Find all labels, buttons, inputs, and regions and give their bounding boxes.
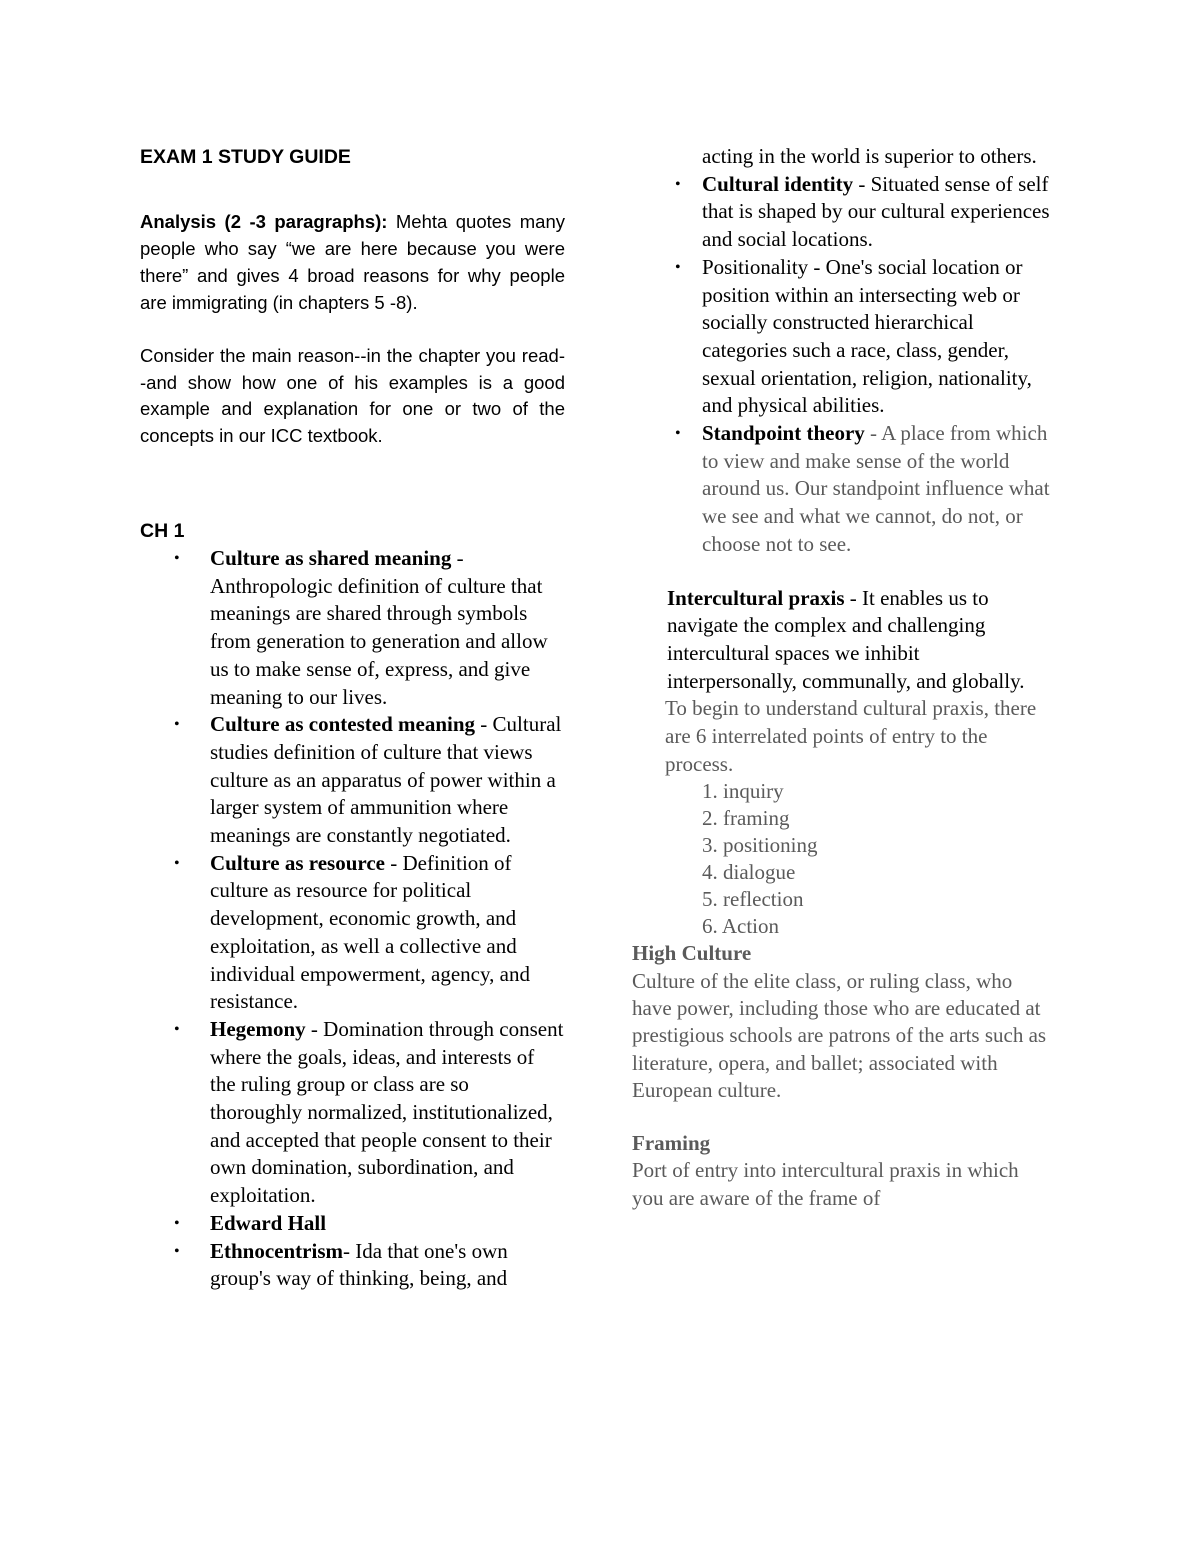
bullet-icon: • (675, 425, 681, 443)
term-name: Culture as shared meaning (210, 546, 452, 570)
left-column (140, 143, 565, 1293)
list-item: 4. dialogue (702, 860, 796, 885)
term-name: Culture as contested meaning (210, 712, 476, 737)
praxis-steps (632, 778, 1052, 940)
list-item: 3. positioning (702, 833, 818, 858)
term-definition: Anthropologic definition of culture that meanings are shared through symbols from generation to generation and allow us to make sense of, express, and give meaning to our lives. (210, 573, 548, 709)
intercultural-praxis (632, 585, 1052, 696)
term-definition: Domination through consent where the goals, ideas, and interests of the ruling group or class are so thoroughly normalized, institutionalized, and accepted that people consent to their own domination, subordination, and exploitation. (210, 1016, 564, 1208)
bullet-icon: • (174, 1020, 180, 1038)
analysis-prompt (140, 208, 565, 316)
list-item (632, 171, 1052, 254)
chapter-heading: CH 1 (140, 520, 185, 542)
term-definition: Ida that one's own group's way of thinking, being, and (210, 1238, 508, 1291)
term-name: Edward Hall (210, 1210, 327, 1235)
high-culture-body-cont: literature, opera, and ballet; associated with European culture. (632, 1050, 998, 1102)
term-separator: - (343, 1238, 356, 1263)
framing-heading: Framing (632, 1130, 711, 1155)
bullet-icon: • (174, 550, 180, 567)
list-item (140, 1210, 565, 1238)
term-separator: - (853, 171, 871, 196)
continued-definition: acting in the world is superior to others. (702, 144, 1037, 168)
right-term-list (632, 171, 1052, 559)
term-separator: - (475, 712, 493, 737)
right-column (632, 143, 1052, 1212)
ch1-term-list (140, 545, 565, 1293)
list-item: 2. framing (702, 806, 790, 831)
high-culture-heading: High Culture (632, 941, 752, 966)
praxis-intro: To begin to understand cultural praxis, there are 6 interrelated points of entry to the process. (665, 696, 1037, 776)
list-item: 5. reflection (702, 887, 804, 912)
bullet-icon: • (174, 716, 180, 734)
analysis-text: Mehta quotes many people who say “we are here because you were there” and gives 4 broad reasons for why people are immigrating (in chapters 5 -8). (140, 211, 565, 313)
high-culture-body: Culture of the elite class, or ruling class, who have power, including those who are educated at prestigious schools are patrons of the arts such as (632, 968, 1047, 1048)
bullet-icon: • (174, 1242, 180, 1260)
list-item (140, 711, 565, 850)
page-title: EXAM 1 STUDY GUIDE (140, 146, 351, 168)
term-name: Cultural identity (702, 171, 854, 196)
list-item (140, 1238, 565, 1293)
consider-prompt: Consider the main reason--in the chapter you read--and show how one of his examples is a good example and explanation for one or two of the concepts in our ICC textbook. (140, 345, 565, 446)
term-name: Hegemony (210, 1016, 306, 1041)
term-name: Ethnocentrism (210, 1238, 343, 1263)
list-item (140, 545, 565, 711)
term-definition: Definition of culture as resource for political development, economic growth, and exploitation, as well a collective and individual empowerment, agency, and resistance. (210, 850, 530, 1014)
list-item: 1. inquiry (702, 779, 784, 804)
term-separator: - (305, 1016, 324, 1041)
term-definition: Cultural studies definition of culture that views culture as an apparatus of power within a larger system of ammunition where meanings are constantly negotiated. (210, 712, 562, 848)
term-name: Intercultural praxis (667, 585, 845, 610)
term-name: Standpoint theory (702, 421, 865, 446)
term-separator: - (384, 850, 403, 875)
list-item: 6. Action (702, 914, 779, 939)
term-definition: Situated sense of self that is shaped by our cultural experiences and social locations. (702, 171, 1050, 252)
list-item (632, 254, 1052, 420)
bullet-icon: • (675, 175, 681, 193)
term-separator: - (844, 585, 863, 610)
bullet-icon: • (174, 1214, 180, 1232)
term-definition: It enables us to navigate the complex and challenging intercultural spaces we inhibit interpersonally, communally, and globally. (667, 585, 1025, 693)
term-separator: - (451, 546, 464, 570)
bullet-icon: • (675, 258, 681, 276)
term-definition: A place from which to view and make sense of the world around us. Our standpoint influence what we see and what we cannot, do not, or choose not to see. (702, 421, 1050, 556)
term-name: Culture as resource (210, 850, 385, 875)
term-definition: Positionality - One's social location or position within an intersecting web or socially constructed hierarchical categories such a race, class, gender, sexual orientation, religion, nationality, and physical abilities. (702, 254, 1032, 418)
list-item (140, 1016, 565, 1210)
framing-body: Port of entry into intercultural praxis in which you are aware of the frame of (632, 1158, 1019, 1210)
term-separator: - (864, 421, 882, 446)
list-item (140, 850, 565, 1016)
list-item (632, 420, 1052, 559)
analysis-label: Analysis (2 -3 paragraphs): (140, 211, 388, 232)
bullet-icon: • (174, 854, 180, 872)
